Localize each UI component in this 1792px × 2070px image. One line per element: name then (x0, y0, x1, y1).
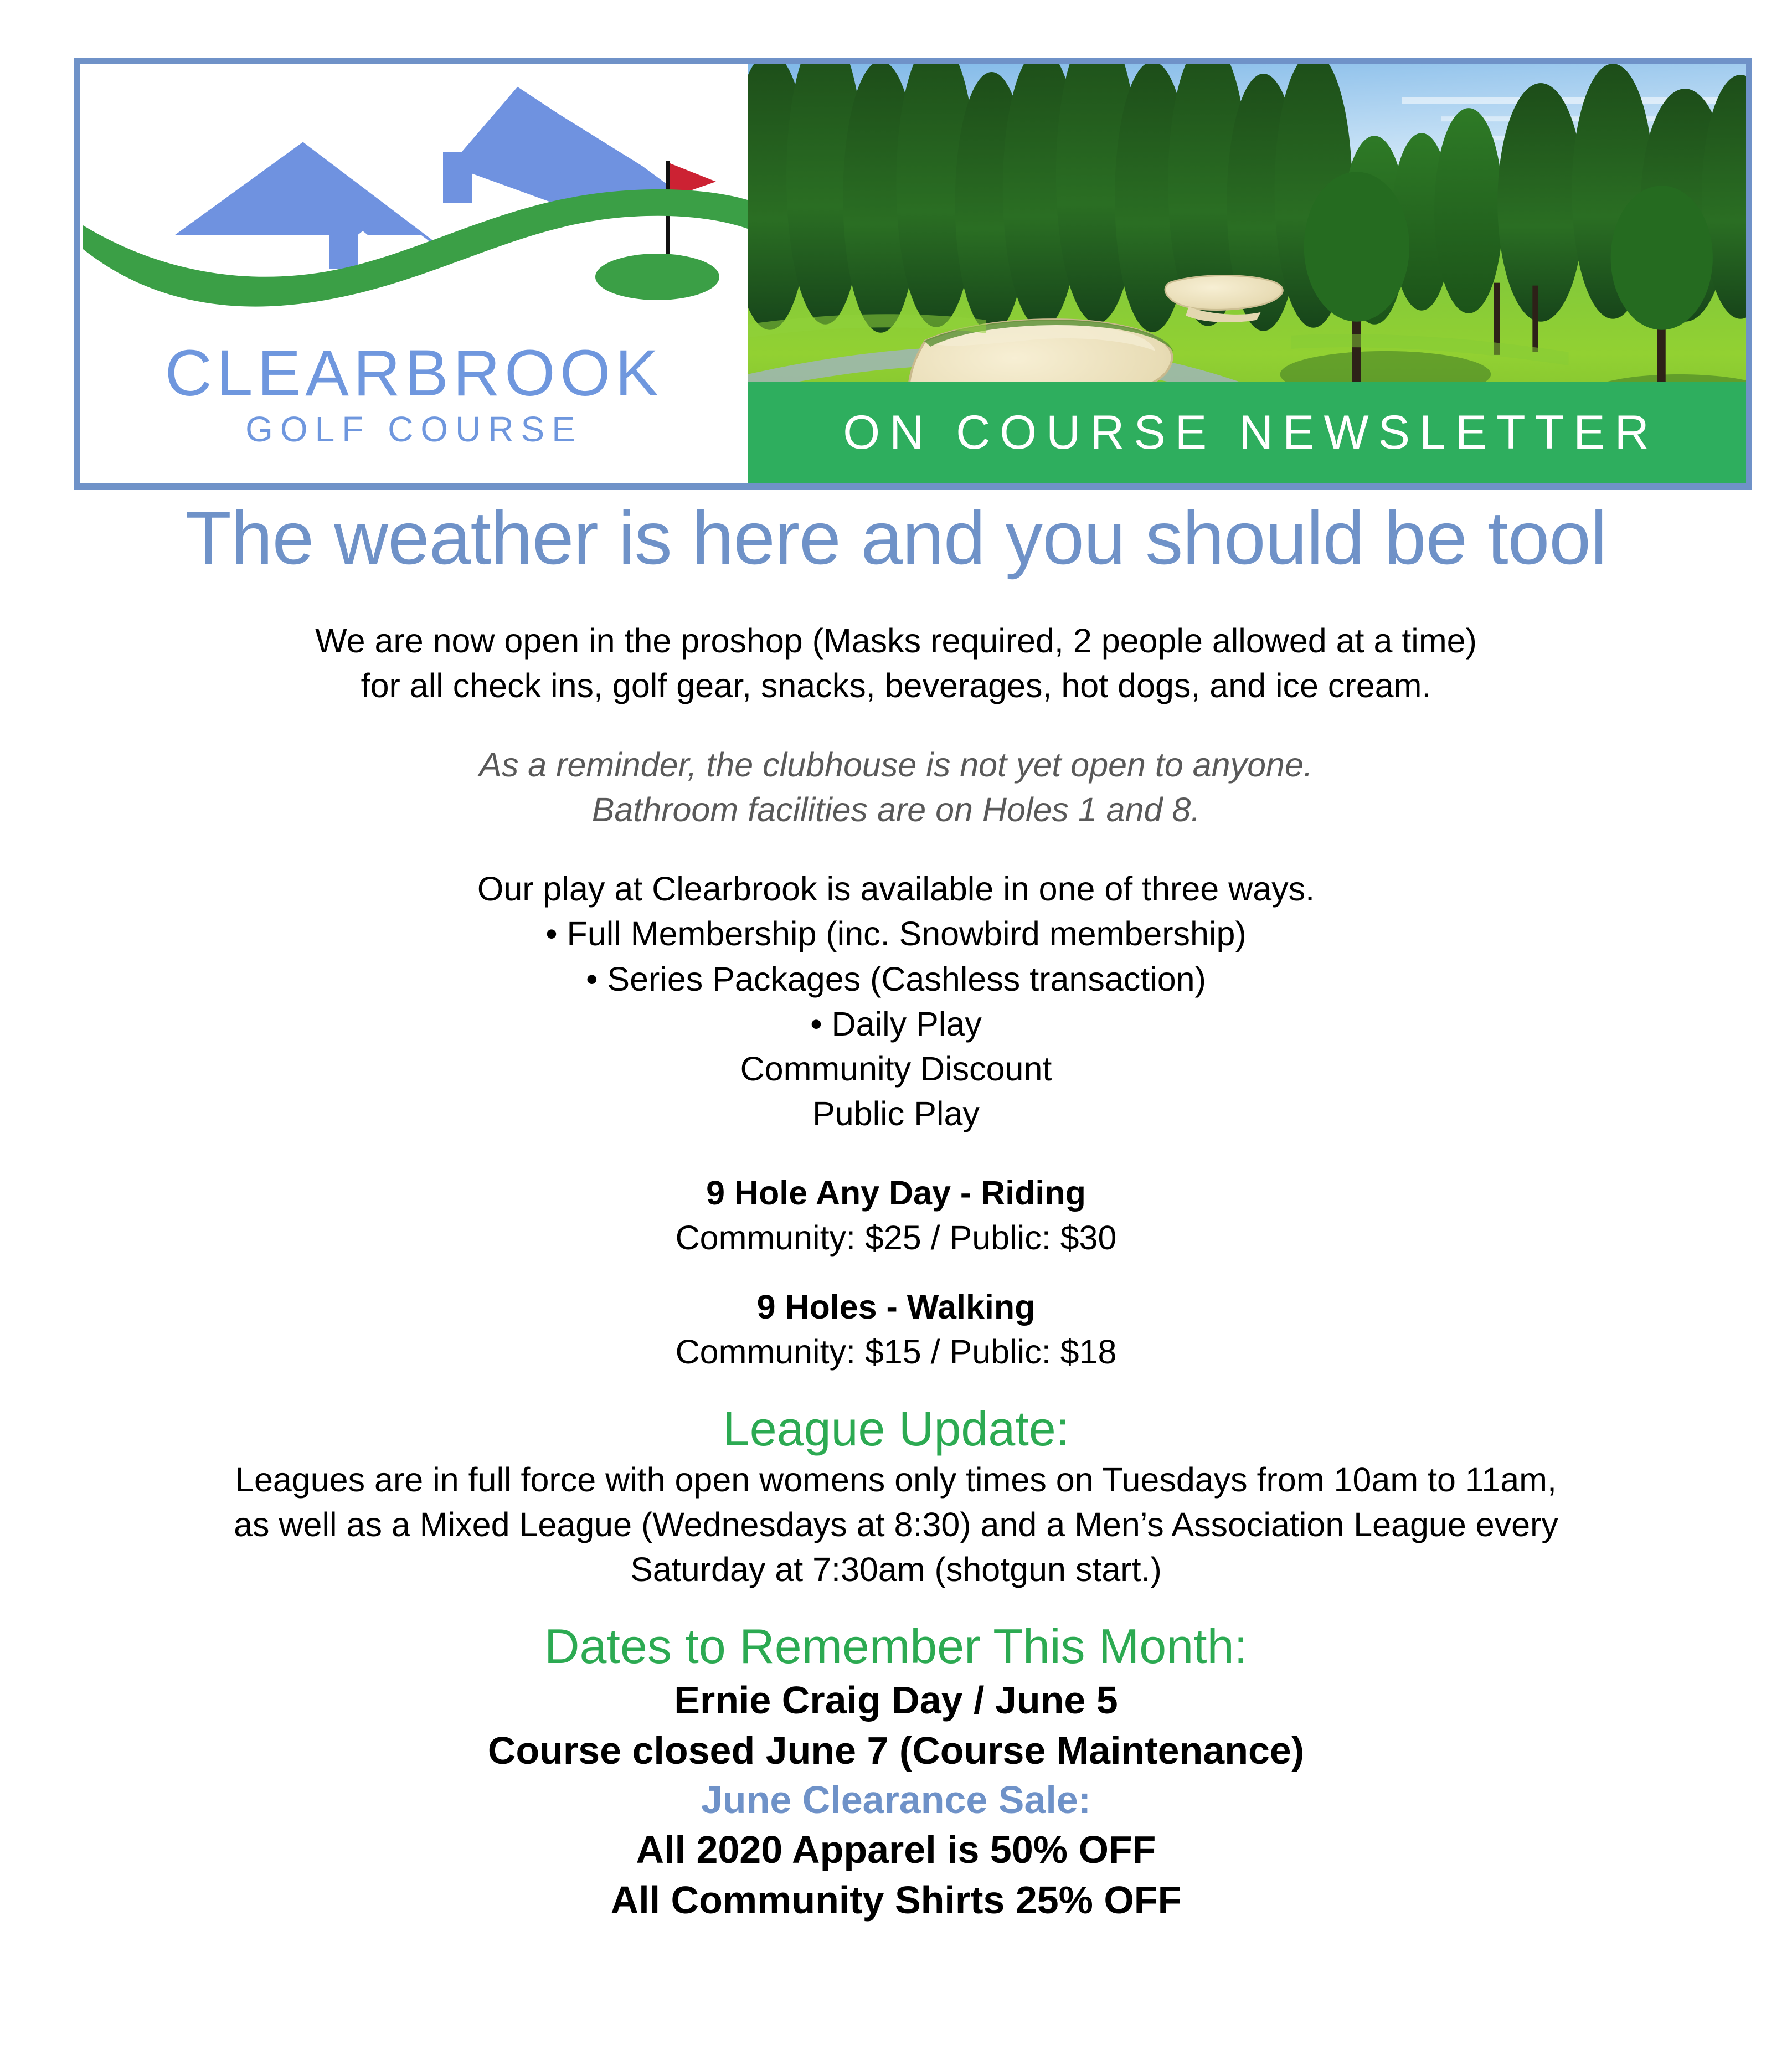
play-option-item: Community Discount (740, 1049, 1052, 1088)
newsletter-header (74, 58, 1752, 490)
intro-line-1: We are now open in the proshop (Masks required, 2 people allowed at a time) (315, 621, 1477, 660)
logo-wordmark: CLEARBROOK (164, 337, 663, 410)
reminder-line-2: Bathroom facilities are on Holes 1 and 8. (591, 791, 1201, 829)
dates-heading: Dates to Remember This Month: (544, 1618, 1248, 1673)
newsletter-banner (748, 382, 1746, 483)
clearance-item: All 2020 Apparel is 50% OFF (636, 1827, 1156, 1871)
pricing-detail-riding: Community: $25 / Public: $30 (675, 1219, 1117, 1257)
pricing-title-walking: 9 Holes - Walking (756, 1288, 1036, 1326)
logo-subwordmark: GOLF COURSE (245, 409, 583, 449)
league-update-line-3: Saturday at 7:30am (shotgun start.) (630, 1551, 1162, 1589)
clearbrook-logo-icon (80, 69, 748, 352)
play-options-intro: Our play at Clearbrook is available in one of three ways. (477, 870, 1315, 908)
clearance-heading: June Clearance Sale: (701, 1778, 1091, 1822)
newsletter-banner-label: ON COURSE NEWSLETTER (843, 406, 1659, 459)
logo-pane (80, 64, 748, 483)
newsletter-body (0, 498, 1792, 1925)
pricing-title-riding: 9 Hole Any Day - Riding (706, 1174, 1086, 1212)
date-item: Ernie Craig Day / June 5 (674, 1678, 1118, 1722)
pricing-detail-walking: Community: $15 / Public: $18 (675, 1333, 1117, 1371)
reminder-line-1: As a reminder, the clubhouse is not yet open to anyone. (479, 746, 1313, 784)
page-title: The weather is here and you should be tool (185, 496, 1607, 580)
date-item: Course closed June 7 (Course Maintenance) (487, 1729, 1305, 1773)
play-option-item: • Full Membership (inc. Snowbird membership) (545, 915, 1247, 953)
golf-course-photo (748, 64, 1746, 483)
play-option-item: • Daily Play (810, 1005, 982, 1043)
play-option-item: Public Play (812, 1094, 980, 1132)
play-option-item: • Series Packages (Cashless transaction) (586, 960, 1206, 998)
league-update-line-1: Leagues are in full force with open womens only times on Tuesdays from 10am to 11am, (235, 1461, 1557, 1499)
intro-line-2: for all check ins, golf gear, snacks, beverages, hot dogs, and ice cream. (361, 666, 1431, 704)
league-update-heading: League Update: (722, 1400, 1070, 1456)
league-update-line-2: as well as a Mixed League (Wednesdays at 8:30) and a Men’s Association League every (234, 1506, 1558, 1544)
clearance-item: All Community Shirts 25% OFF (610, 1878, 1182, 1922)
